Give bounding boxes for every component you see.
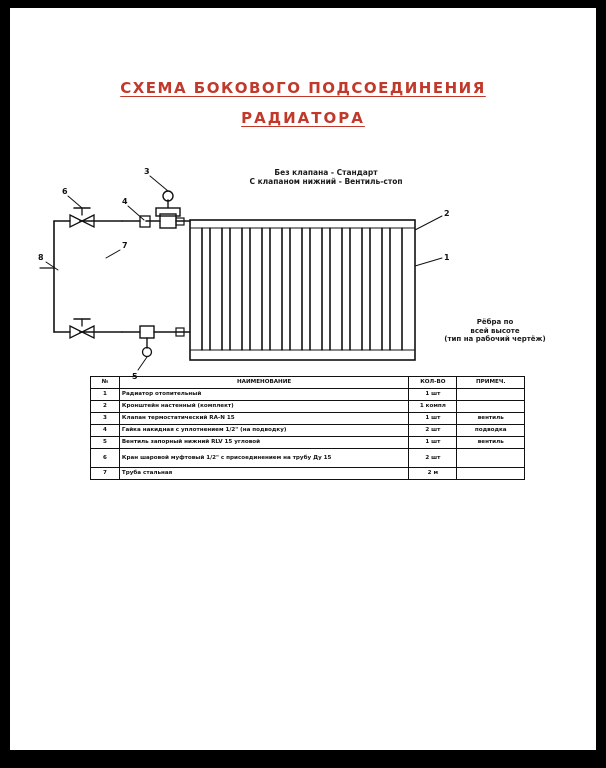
row-note	[457, 449, 525, 468]
row-no: 1	[91, 389, 120, 401]
row-qty: 1 шт	[409, 437, 457, 449]
row-no: 7	[91, 468, 120, 480]
header-cell-no: №	[91, 377, 120, 389]
callout-2-label: 2	[444, 209, 450, 218]
header-cell-note: ПРИМЕЧ.	[457, 377, 525, 389]
row-note: подводка	[457, 425, 525, 437]
callout-7-label: 7	[122, 241, 128, 250]
row-name: Кронштейн настенный (комплект)	[119, 401, 408, 413]
row-no: 4	[91, 425, 120, 437]
note-right-line-2: всей высоте	[470, 326, 520, 335]
table-header-row	[91, 377, 525, 389]
page-title-line-1: СХЕМА БОКОВОГО ПОДСОЕДИНЕНИЯ	[120, 79, 486, 97]
note-right	[430, 318, 560, 344]
row-qty: 1 шт	[409, 389, 457, 401]
row-qty: 2 м	[409, 468, 457, 480]
callout-4-label: 4	[122, 197, 128, 206]
header-cell-name: НАИМЕНОВАНИЕ	[119, 377, 408, 389]
row-name: Кран шаровой муфтовый 1/2" с присоединением на трубу Ду 15	[119, 449, 408, 468]
row-name: Гайка накидная с уплотнением 1/2" (на подводку)	[119, 425, 408, 437]
row-no: 2	[91, 401, 120, 413]
row-note	[457, 468, 525, 480]
sub-caption-line-1: Без клапана - Стандарт	[274, 168, 378, 177]
row-name: Вентиль запорный нижний RLV 15 угловой	[119, 437, 408, 449]
row-note	[457, 401, 525, 413]
table-row	[91, 468, 525, 480]
table-row	[91, 401, 525, 413]
callout-5-label: 5	[132, 372, 138, 381]
callout-8-label: 8	[38, 253, 44, 262]
sub-caption-line-2: С клапаном нижний - Вентиль-стоп	[249, 177, 403, 186]
radiator-schematic-svg	[10, 158, 596, 388]
row-qty: 2 шт	[409, 425, 457, 437]
specification-table	[90, 376, 525, 480]
row-name: Клапан термостатический RA-N 15	[119, 413, 408, 425]
table-row	[91, 389, 525, 401]
row-note: вентиль	[457, 437, 525, 449]
page-title-line-2: РАДИАТОРА	[241, 109, 365, 127]
row-no: 3	[91, 413, 120, 425]
table-row	[91, 437, 525, 449]
callout-3-label: 3	[144, 167, 150, 176]
row-no: 6	[91, 449, 120, 468]
row-qty: 2 шт	[409, 449, 457, 468]
table-row	[91, 449, 525, 468]
callout-6-label: 6	[62, 187, 68, 196]
title-block	[10, 78, 596, 128]
row-qty: 1 шт	[409, 413, 457, 425]
row-qty: 1 компл	[409, 401, 457, 413]
header-cell-qty: КОЛ-ВО	[409, 377, 457, 389]
row-note	[457, 389, 525, 401]
row-note: вентиль	[457, 413, 525, 425]
row-no: 5	[91, 437, 120, 449]
note-right-line-3: (тип на рабочий чертёж)	[444, 335, 546, 343]
row-name: Труба стальная	[119, 468, 408, 480]
callout-1-label: 1	[444, 253, 450, 262]
note-right-line-1: Рёбра по	[476, 318, 514, 326]
table-row	[91, 425, 525, 437]
document-sheet	[10, 8, 596, 750]
table-row	[91, 413, 525, 425]
technical-drawing	[10, 158, 596, 388]
row-name: Радиатор отопительный	[119, 389, 408, 401]
